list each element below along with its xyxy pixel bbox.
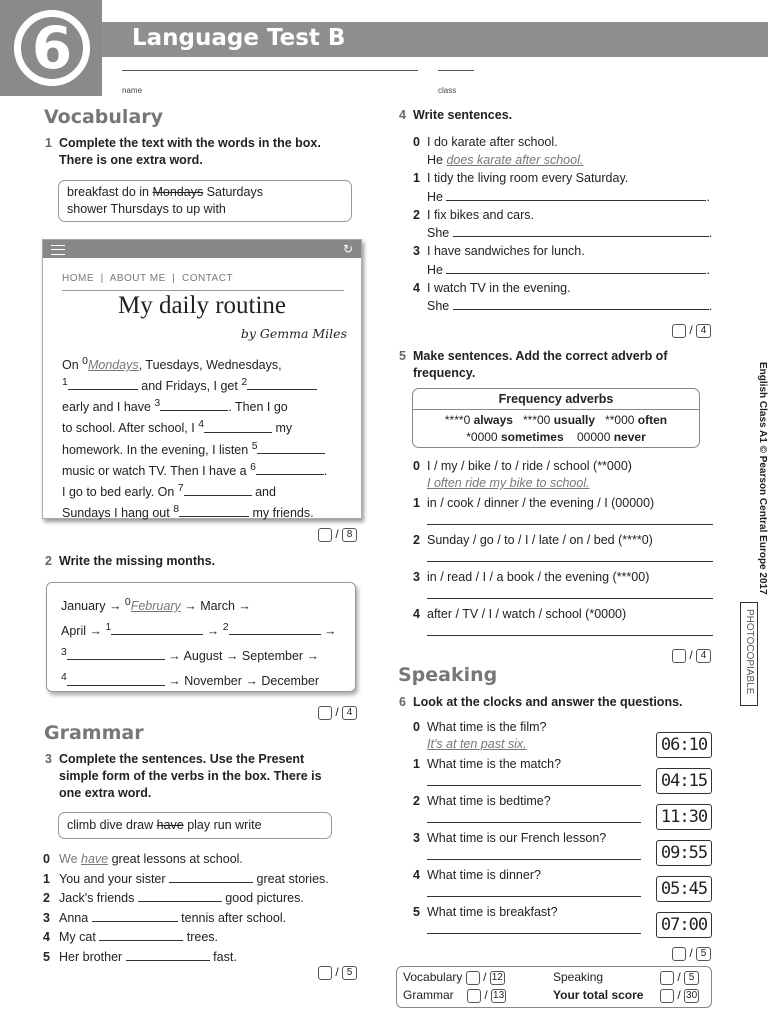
q3-gap-2[interactable] [138, 889, 222, 902]
speaking-heading: Speaking [398, 664, 498, 686]
q4-answer-4[interactable] [453, 297, 709, 310]
month-gap-4[interactable] [67, 673, 165, 686]
blog-title: My daily routine [117, 292, 287, 319]
q1-score[interactable]: / 8 [318, 527, 357, 542]
copyright-vertical: English Class A1 © Pearson Central Europe 2017 [757, 362, 768, 595]
name-label: name [122, 86, 143, 95]
total-score-field[interactable]: / 30 [660, 988, 699, 1003]
grammar-heading: Grammar [44, 722, 144, 744]
q4-instruction: 4 Write sentences. [399, 108, 513, 122]
q6-score[interactable]: / 5 [672, 946, 711, 961]
total-speaking[interactable]: Speaking [553, 970, 604, 984]
refresh-icon[interactable]: ↻ [342, 242, 353, 256]
q1-word-box: breakfast do in Mondays Saturdays shower Thursdays to up with [58, 180, 352, 222]
menu-icon[interactable] [51, 245, 65, 255]
class-label: class [438, 86, 457, 95]
name-line[interactable] [122, 70, 418, 71]
q6-answer-4[interactable] [427, 884, 641, 897]
unit-number: 6 [14, 10, 90, 86]
unit-badge [0, 0, 102, 96]
nav-contact[interactable]: CONTACT [181, 273, 234, 284]
digital-clock: 05:45 [656, 876, 712, 902]
q3-gap-5[interactable] [126, 948, 210, 961]
frequency-adverbs-box [412, 388, 700, 448]
blog-card [42, 239, 362, 519]
q5-instruction: 5 Make sentences. Add the correct adverb of frequency. [399, 349, 668, 380]
nav-home[interactable]: HOME [62, 273, 94, 284]
class-line[interactable] [438, 70, 474, 71]
gap-4[interactable] [204, 420, 272, 433]
months-box: January → $^0$February → March → April → $^1$ → $^2$ → $^3$ → August → September → $^4$ → November → December [46, 582, 356, 692]
gap-6[interactable] [256, 462, 324, 475]
q3-items: 0 We have great lessons at school. 1 You and your sister great stories. 2 Jack's friends good pictures. 3 Anna tennis after school. 4 My cat trees. 5 Her brother fast. [43, 852, 329, 964]
q4-answer-2[interactable] [453, 224, 709, 237]
vocabulary-heading: Vocabulary [44, 106, 164, 128]
gap-7[interactable] [184, 483, 252, 496]
gap-5[interactable] [257, 441, 325, 454]
frequency-row-1: ****0 always ***00 usually **000 often [444, 413, 668, 427]
total-vocabulary[interactable]: Vocabulary / 12 [403, 970, 503, 984]
q4-score[interactable]: / 4 [672, 323, 711, 338]
digital-clock: 04:15 [656, 768, 712, 794]
q3-word-box: climb dive draw have play run write [58, 812, 332, 839]
blog-nav: HOME | ABOUT ME | CONTACT [62, 273, 234, 284]
q5-answer-2[interactable] [427, 549, 713, 562]
gap-2[interactable] [247, 377, 317, 390]
q4-answer-1[interactable] [446, 188, 706, 201]
gap-8[interactable] [179, 504, 249, 517]
q3-gap-1[interactable] [169, 870, 253, 883]
q5-answer-1[interactable] [427, 512, 713, 525]
gap-1[interactable] [68, 377, 138, 390]
q3-instruction: 3 Complete the sentences. Use the Present simple form of the verbs in the box. There is one extra word. [45, 752, 322, 800]
q2-score[interactable]: / 4 [318, 705, 357, 720]
blog-text: On $^0$Mondays, Tuesdays, Wednesdays, $^1$ and Fridays, I get $^2$ early and I have $^3$ . Then I go to school. After school, I $^4$ my homework. In the evening, I listen $^5$ music or watch TV. Then I have a $^6$ . I go to bed early. On $^7$ and Sundays I hang out $^8$ my friends. [62, 356, 328, 521]
q5-answer-3[interactable] [427, 586, 713, 599]
q5-items: 0 I / my / bike / to / ride / school (**000) I often ride my bike to school. 1 in / cook / dinner / the evening / I (00000) 2 Sunday / go / to / I / late / on / bed (****0) 3 in / read / I / a book / the evening (***00) 4 after / TV / I / watch / school (*0000) [427, 458, 713, 643]
q3-score[interactable]: / 5 [318, 965, 357, 980]
total-grammar[interactable]: Grammar / 13 [403, 988, 505, 1002]
q3-gap-4[interactable] [99, 928, 183, 941]
title-bar [102, 22, 768, 57]
photocopiable-label: PHOTOCOPIABLE [740, 602, 758, 706]
digital-clock: 09:55 [656, 840, 712, 866]
frequency-box-title: Frequency adverbs [413, 389, 699, 410]
q6-items: 0 What time is the film? It's at ten past six. 1 What time is the match? 2 What time is bedtime? 3 What time is our French lesson? 4 What time is dinner? 5 What time is breakfast? [427, 719, 641, 941]
q4-items: 0 I do karate after school. He does karate after school. 1 I tidy the living room every Saturday. He . 2 I fix bikes and cars. She . 3 I have sandwiches for lunch. He . 4 I watch TV in the evening. She . [413, 135, 713, 313]
q6-answer-1[interactable] [427, 773, 641, 786]
nav-about[interactable]: ABOUT ME [109, 273, 166, 284]
q6-answer-5[interactable] [427, 921, 641, 934]
q1-instruction: 1 Complete the text with the words in the box. There is one extra word. [45, 136, 321, 167]
digital-clock: 07:00 [656, 912, 712, 938]
total-speaking-box[interactable]: / 5 [660, 970, 699, 985]
month-gap-3[interactable] [67, 647, 165, 660]
blog-divider [62, 290, 344, 291]
total-score-label: Your total score [553, 988, 644, 1002]
q6-answer-2[interactable] [427, 810, 641, 823]
frequency-row-2: *0000 sometimes 00000 never [466, 430, 646, 444]
q6-instruction: 6 Look at the clocks and answer the questions. [399, 695, 683, 709]
month-gap-1[interactable] [111, 622, 203, 635]
month-gap-2[interactable] [229, 622, 321, 635]
page-title: Language Test B [132, 25, 346, 51]
q6-answer-3[interactable] [427, 847, 641, 860]
q2-instruction: 2 Write the missing months. [45, 554, 216, 568]
blog-byline: by Gemma Miles [240, 326, 347, 341]
blog-toolbar [43, 240, 361, 258]
total-score-box [396, 966, 712, 1008]
digital-clock: 11:30 [656, 804, 712, 830]
q3-gap-3[interactable] [92, 909, 178, 922]
q5-score[interactable]: / 4 [672, 648, 711, 663]
digital-clock: 06:10 [656, 732, 712, 758]
q5-answer-4[interactable] [427, 623, 713, 636]
gap-3[interactable] [160, 398, 228, 411]
q4-answer-3[interactable] [446, 261, 706, 274]
